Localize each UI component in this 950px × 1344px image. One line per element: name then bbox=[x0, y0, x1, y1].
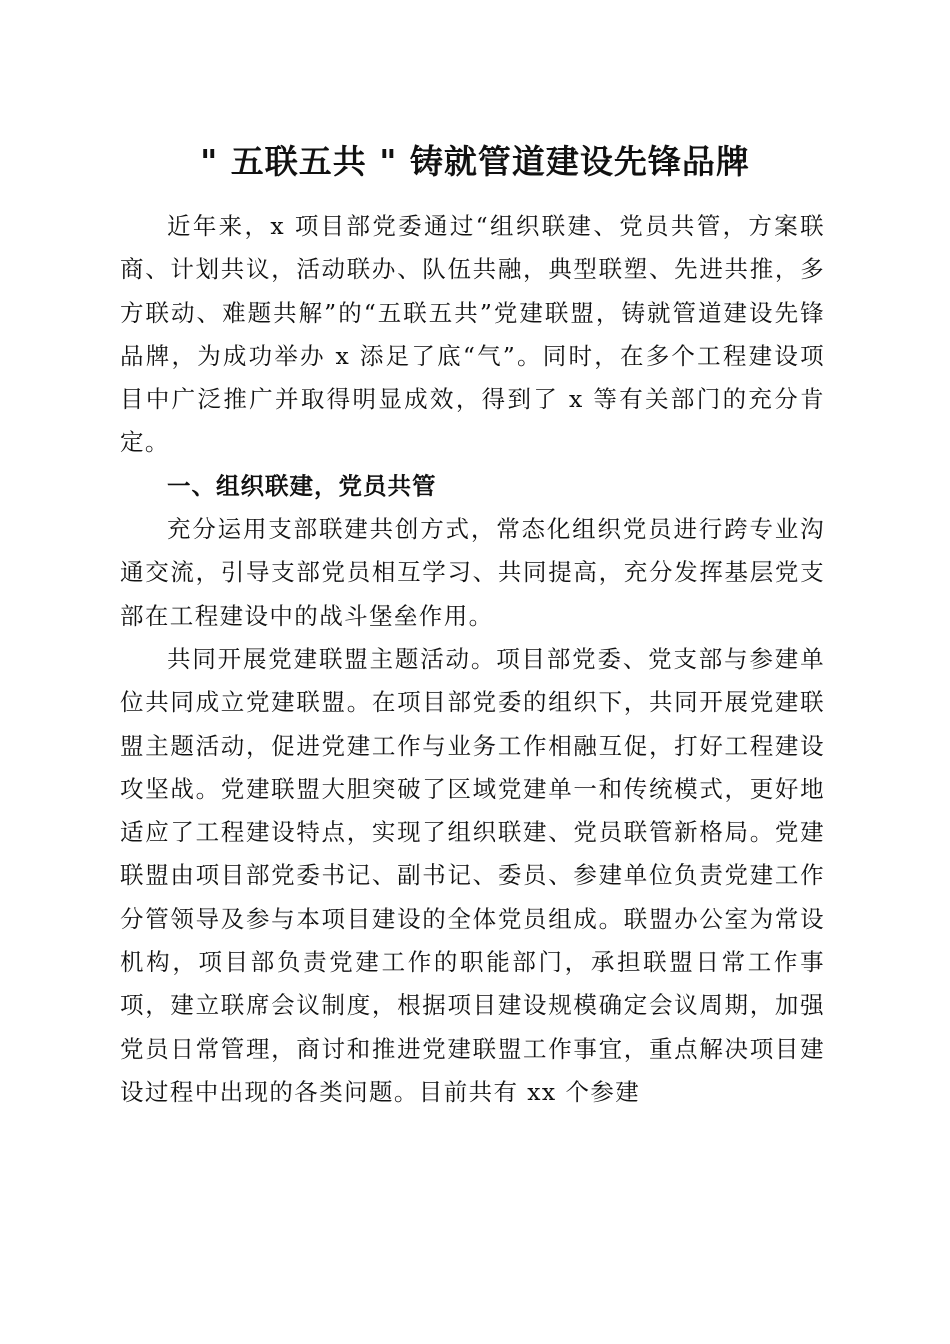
section-paragraph: 充分运用支部联建共创方式，常态化组织党员进行跨专业沟通交流，引导支部党员相互学习、共同提高，充分发挥基层党支部在工程建设中的战斗堡垒作用。 bbox=[120, 515, 825, 630]
section-heading: 一、组织联建，党员共管 bbox=[167, 471, 437, 500]
section-paragraph: 共同开展党建联盟主题活动。项目部党委、党支部与参建单位共同成立党建联盟。在项目部党委的组织下，共同开展党建联盟主题活动，促进党建工作与业务工作相融互促，打好工程建设攻坚战。党建联盟大胆突破了区域党建单一和传统模式，更好地适应了工程建设特点，实现了组织联建、党员联管新格局。党建联盟由项目部党委书记、副书记、委员、参建单位负责党建工作分管领导及参与本项目建设的全体党员组成。联盟办公室为常设机构，项目部负责党建工作的职能部门，承担联盟日常工作事项，建立联席会议制度，根据项目建设规模确定会议周期，加强党员日常管理，商讨和推进党建联盟工作事宜，重点解决项目建设过程中出现的各类问题。目前共有 xx 个参建 bbox=[120, 644, 825, 1106]
document-body bbox=[120, 205, 825, 1114]
document-title: " 五联五共 " 铸就管道建设先锋品牌 bbox=[200, 142, 750, 181]
intro-paragraph: 近年来，x 项目部党委通过“组织联建、党员共管，方案联商、计划共议，活动联办、队伍共融，典型联塑、先进共推，多方联动、难题共解”的“五联五共”党建联盟，铸就管道建设先锋品牌，为成功举办 x 添足了底“气”。同时，在多个工程建设项目中广泛推广并取得明显成效，得到了 x 等有关部门的充分肯定。 bbox=[120, 212, 825, 457]
